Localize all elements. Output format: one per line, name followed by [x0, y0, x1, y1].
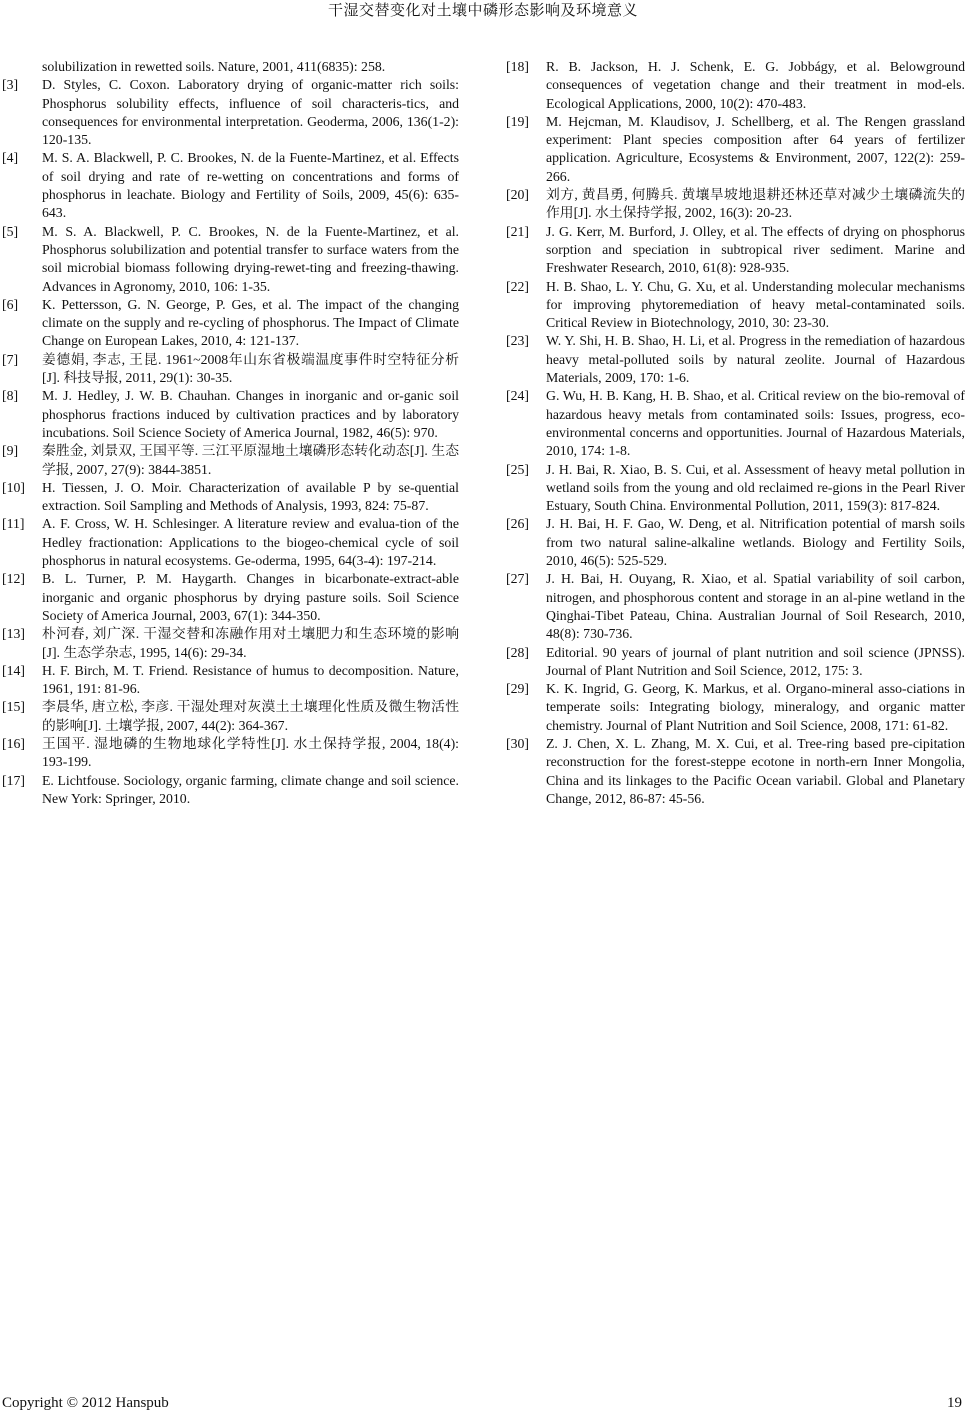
- reference-text: H. B. Shao, L. Y. Chu, G. Xu, et al. Understanding molecular mechanisms for improving phytoremediation of heavy metal-contaminated soils. Critical Review in Biotechnology, 2010, 30: 23-30.: [546, 278, 965, 331]
- reference-entry: [2, 387, 459, 442]
- reference-number: [25]: [506, 461, 529, 477]
- reference-entry: [2, 625, 459, 662]
- reference-number: [26]: [506, 516, 529, 532]
- reference-number: [28]: [506, 644, 529, 660]
- reference-entry: [2, 149, 459, 222]
- reference-text: H. F. Birch, M. T. Friend. Resistance of humus to decomposition. Nature, 1961, 191: 81-96.: [42, 662, 459, 697]
- reference-text: B. L. Turner, P. M. Haygarth. Changes in bicarbonate-extract-able inorganic and organic phosphorus by drying pasture soils. Soil Science Society of America Journal, 2003, 67(1): 344-350.: [42, 571, 459, 623]
- reference-text: 朴河春, 刘广深. 干湿交替和冻融作用对土壤肥力和生态环境的影响[J]. 生态学杂志, 1995, 14(6): 29-34.: [42, 626, 459, 660]
- reference-entry: [2, 772, 459, 809]
- reference-text: Z. J. Chen, X. L. Zhang, M. X. Cui, et al. Tree-ring based pre-cipitation reconstruction for the forest-steppe ecotone in north-ern Inner Mongolia, China and its linkages to the Pacific Ocean variabil. Global and Planetary Change, 2012, 86-87: 45-56.: [546, 735, 965, 806]
- reference-text: 姜德娟, 李志, 王昆. 1961~2008年山东省极端温度事件时空特征分析[J]. 科技导报, 2011, 29(1): 30-35.: [42, 351, 459, 386]
- reference-text: 王国平. 湿地磷的生物地球化学特性[J]. 水土保持学报, 2004, 18(4): 193-199.: [42, 735, 459, 770]
- reference-number: [5]: [2, 223, 19, 239]
- copyright-notice: Copyright © 2012 Hanspub: [2, 1395, 169, 1411]
- reference-text: M. S. A. Blackwell, P. C. Brookes, N. de la Fuente-Martinez, et al. Phosphorus solubilization and potential transfer to surface waters from the soil microbial biomass following drying-rewet-ting and freezing-thawing. Advances in Agronomy, 2010, 106: 1-35.: [42, 223, 459, 294]
- reference-text: A. F. Cross, W. H. Schlesinger. A literature review and evalua-tion of the Hedley fractionation: Applications to the biogeo-chemical cycle of soil phosphorus in natural ecosystems. Ge-oderma, 1995, 64(3-4): 197-214.: [42, 516, 459, 569]
- reference-text: K. K. Ingrid, G. Georg, K. Markus, et al. Organo-mineral asso-ciations in temperate soils: Integrating biology, mineralogy, and organic matter chemistry. Journal of Plant Nutrition and Soil Science, 2008, 171: 61-82.: [546, 681, 965, 733]
- reference-entry: [2, 58, 459, 76]
- reference-text: 刘方, 黄昌勇, 何腾兵. 黄壤旱坡地退耕还林还草对减少土壤磷流失的作用[J]. 水土保持学报, 2002, 16(3): 20-23.: [546, 187, 965, 221]
- reference-entry: [2, 570, 459, 625]
- reference-entry: [506, 58, 965, 113]
- reference-text: K. Pettersson, G. N. George, P. Ges, et al. The impact of the changing climate on the supply and re-cycling of phosphorus. The Impact of Climate Change on European Lakes, 2010, 4: 121-137.: [42, 296, 459, 349]
- reference-entry: [2, 515, 459, 570]
- reference-text: J. H. Bai, R. Xiao, B. S. Cui, et al. Assessment of heavy metal pollution in wetland soils from the young and old reclaimed re-gions in the Pearl River Estuary, South China. Environmental Pollution, 2011, 159(3): 817-824.: [546, 461, 965, 514]
- reference-entry: [506, 278, 965, 333]
- reference-text: 李晨华, 唐立松, 李彦. 干湿处理对灰漠土土壤理化性质及微生物活性的影响[J]. 土壤学报, 2007, 44(2): 364-367.: [42, 699, 459, 733]
- reference-number: [6]: [2, 296, 19, 312]
- reference-text: E. Lichtfouse. Sociology, organic farming, climate change and soil science. New York: Springer, 2010.: [42, 772, 459, 806]
- reference-entry: [2, 735, 459, 772]
- reference-number: [15]: [2, 699, 25, 715]
- reference-text: H. Tiessen, J. O. Moir. Characterization of available P by se-quential extraction. Soil Sampling and Methods of Analysis, 1993, 824: 75-87.: [42, 479, 459, 514]
- reference-text: J. H. Bai, H. F. Gao, W. Deng, et al. Nitrification potential of marsh soils from two natural saline-alkaline wetlands. Biology and Fertility Soils, 2010, 46(5): 525-529.: [546, 516, 965, 569]
- reference-text: 秦胜金, 刘景双, 王国平等. 三江平原湿地土壤磷形态转化动态[J]. 生态学报, 2007, 27(9): 3844-3851.: [42, 443, 459, 477]
- reference-number: [20]: [506, 187, 529, 203]
- reference-entry: [2, 296, 459, 351]
- references-right-column: [506, 58, 965, 808]
- reference-text: W. Y. Shi, H. B. Shao, H. Li, et al. Progress in the remediation of hazardous heavy metal-polluted soils by natural zeolite. Journal of Hazardous Materials, 2009, 170: 1-6.: [546, 333, 965, 386]
- reference-entry: [2, 442, 459, 479]
- reference-number: [7]: [2, 351, 19, 367]
- reference-number: [16]: [2, 735, 25, 751]
- reference-text: J. G. Kerr, M. Burford, J. Olley, et al. The effects of drying on phosphorus sorption and speciation in subtropical river sediment. Marine and Freshwater Research, 2010, 61(8): 928-935.: [546, 223, 965, 276]
- reference-number: [30]: [506, 735, 529, 751]
- reference-entry: [506, 387, 965, 460]
- reference-entry: [506, 570, 965, 643]
- reference-entry: [2, 662, 459, 699]
- reference-text: M. Hejcman, M. Klaudisov, J. Schellberg, et al. The Rengen grassland experiment: Plant species composition after 64 years of fertilizer application. Agriculture, Ecosystems & Environment, 2007, 122(2): 259-266.: [546, 113, 965, 184]
- reference-entry: [2, 479, 459, 516]
- reference-entry: [2, 351, 459, 388]
- reference-entry: [506, 680, 965, 735]
- reference-text: D. Styles, C. Coxon. Laboratory drying of organic-matter rich soils: Phosphorus solubility effects, influence of soil characteris-tics, and consequences for environmental interpretation. Geoderma, 2006, 136(1-2): 120-135.: [42, 77, 459, 148]
- reference-entry: [2, 223, 459, 296]
- reference-number: [8]: [2, 388, 19, 404]
- reference-entry: [506, 186, 965, 223]
- reference-number: [11]: [2, 516, 25, 532]
- reference-number: [19]: [506, 113, 529, 129]
- reference-number: [9]: [2, 443, 19, 459]
- reference-text: J. H. Bai, H. Ouyang, R. Xiao, et al. Spatial variability of soil carbon, nitrogen, and phosphorous content and storage in an al-pine wetland in the Qinghai-Tibet Pateau, China. Australian Journal of Soil Research, 2010, 48(8): 730-736.: [546, 571, 965, 642]
- page-footer: [0, 1395, 966, 1413]
- reference-number: [23]: [506, 333, 529, 349]
- reference-entry: [506, 644, 965, 681]
- reference-text: R. B. Jackson, H. J. Schenk, E. G. Jobbágy, et al. Belowground consequences of vegetation change and their treatment in mod-els. Ecological Applications, 2000, 10(2): 470-483.: [546, 59, 965, 111]
- reference-entry: [2, 76, 459, 149]
- reference-number: [14]: [2, 662, 25, 678]
- reference-entry: [506, 113, 965, 186]
- reference-text: G. Wu, H. B. Kang, H. B. Shao, et al. Critical review on the bio-removal of hazardous heavy metals from contaminated soils: Issues, progress, eco-environmental concerns and opportunities. Journal of Hazardous Materials, 2010, 174: 1-8.: [546, 388, 965, 459]
- reference-entry: [506, 735, 965, 808]
- reference-number: [12]: [2, 571, 25, 587]
- reference-text: Editorial. 90 years of journal of plant nutrition and soil science (JPNSS). Journal of Plant Nutrition and Soil Science, 2012, 175: 3.: [546, 644, 965, 678]
- reference-number: [29]: [506, 681, 529, 697]
- reference-entry: [506, 515, 965, 570]
- running-header: 干湿交替变化对土壤中磷形态影响及环境意义: [327, 1, 638, 19]
- reference-number: [4]: [2, 150, 19, 166]
- reference-number: [24]: [506, 388, 529, 404]
- reference-text: solubilization in rewetted soils. Nature, 2001, 411(6835): 258.: [42, 59, 386, 74]
- reference-number: [27]: [506, 571, 529, 587]
- reference-number: [3]: [2, 77, 19, 93]
- reference-text: M. S. A. Blackwell, P. C. Brookes, N. de la Fuente-Martinez, et al. Effects of soil drying and rate of re-wetting on concentrations and forms of phosphorus in leachate. Biology and Fertility of Soils, 2009, 45(6): 635-643.: [42, 150, 459, 221]
- reference-number: [21]: [506, 223, 529, 239]
- page-number: 19: [947, 1395, 962, 1411]
- reference-text: M. J. Hedley, J. W. B. Chauhan. Changes in inorganic and or-ganic soil phosphorus fractions induced by cultivation practices and by laboratory incubations. Soil Science Society of America Journal, 1982, 46(5): 970.: [42, 388, 459, 440]
- reference-entry: [506, 332, 965, 387]
- references-left-column: [2, 58, 459, 808]
- reference-entry: [506, 223, 965, 278]
- reference-number: [17]: [2, 772, 25, 788]
- reference-entry: [2, 698, 459, 735]
- reference-number: [18]: [506, 59, 529, 74]
- reference-entry: [506, 461, 965, 516]
- reference-number: [22]: [506, 278, 529, 294]
- reference-number: [2, 58, 42, 76]
- reference-number: [10]: [2, 479, 25, 495]
- reference-number: [13]: [2, 626, 25, 642]
